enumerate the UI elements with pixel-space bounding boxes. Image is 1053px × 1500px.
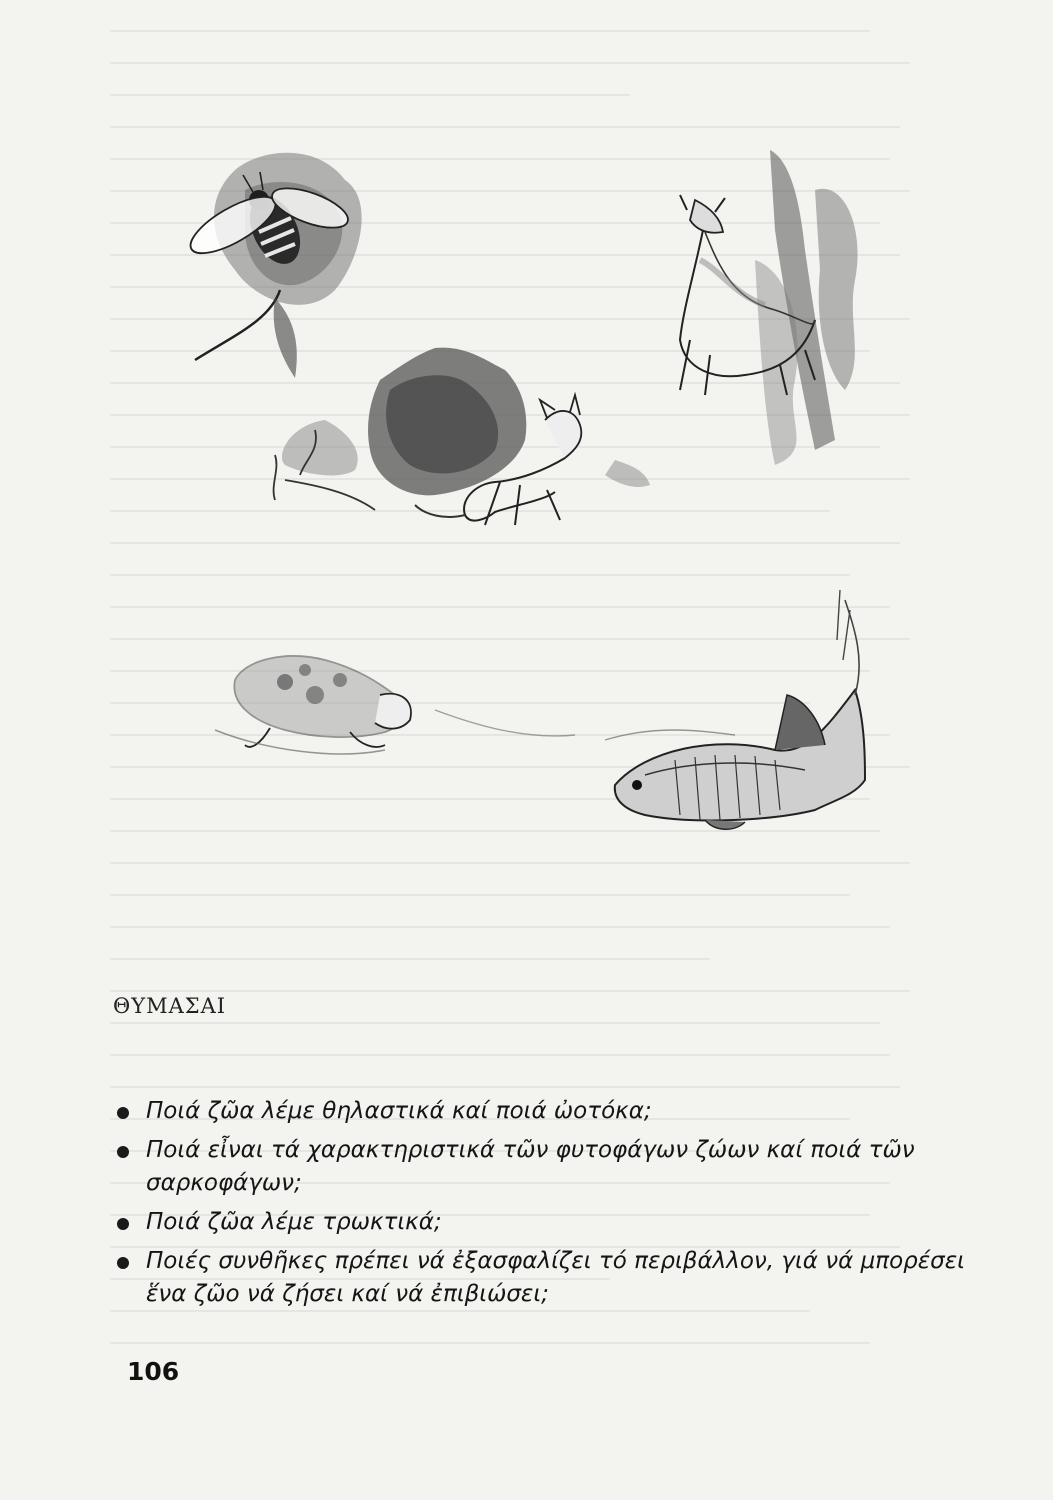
fox-and-rock-drawing xyxy=(274,348,650,525)
animals-illustration xyxy=(175,120,975,840)
question-text: Ποιά ζῶα λέμε θηλαστικά καί ποιά ὠοτόκα; xyxy=(146,1098,652,1124)
frog-drawing xyxy=(215,656,575,754)
section-heading: ΘΥΜΑΣΑΙ xyxy=(113,994,227,1018)
review-questions-list xyxy=(113,1095,993,1317)
question-text: Ποιές συνθῆκες πρέπει νά ἐξασφαλίζει τό περιβάλλον, γιά νά μπορέσει ἕνα ζῶο νά ζήσει καί νά ἐπιβιώσει; xyxy=(146,1248,965,1307)
bee-on-flower-drawing xyxy=(183,153,362,378)
fish-drawing xyxy=(605,590,865,829)
question-item xyxy=(113,1206,993,1239)
question-item xyxy=(113,1134,993,1200)
bullet-icon xyxy=(117,1218,129,1230)
page-number: 106 xyxy=(127,1357,180,1386)
question-text: Ποιά εἶναι τά χαρακτηριστικά τῶν φυτοφάγων ζώων καί ποιά τῶν σαρκοφάγων; xyxy=(146,1137,915,1196)
bullet-icon xyxy=(117,1146,129,1158)
question-item xyxy=(113,1245,993,1311)
question-text: Ποιά ζῶα λέμε τρωκτικά; xyxy=(146,1209,442,1235)
bullet-icon xyxy=(117,1257,129,1269)
question-item xyxy=(113,1095,993,1128)
deer-drawing xyxy=(680,150,858,465)
bullet-icon xyxy=(117,1107,129,1119)
